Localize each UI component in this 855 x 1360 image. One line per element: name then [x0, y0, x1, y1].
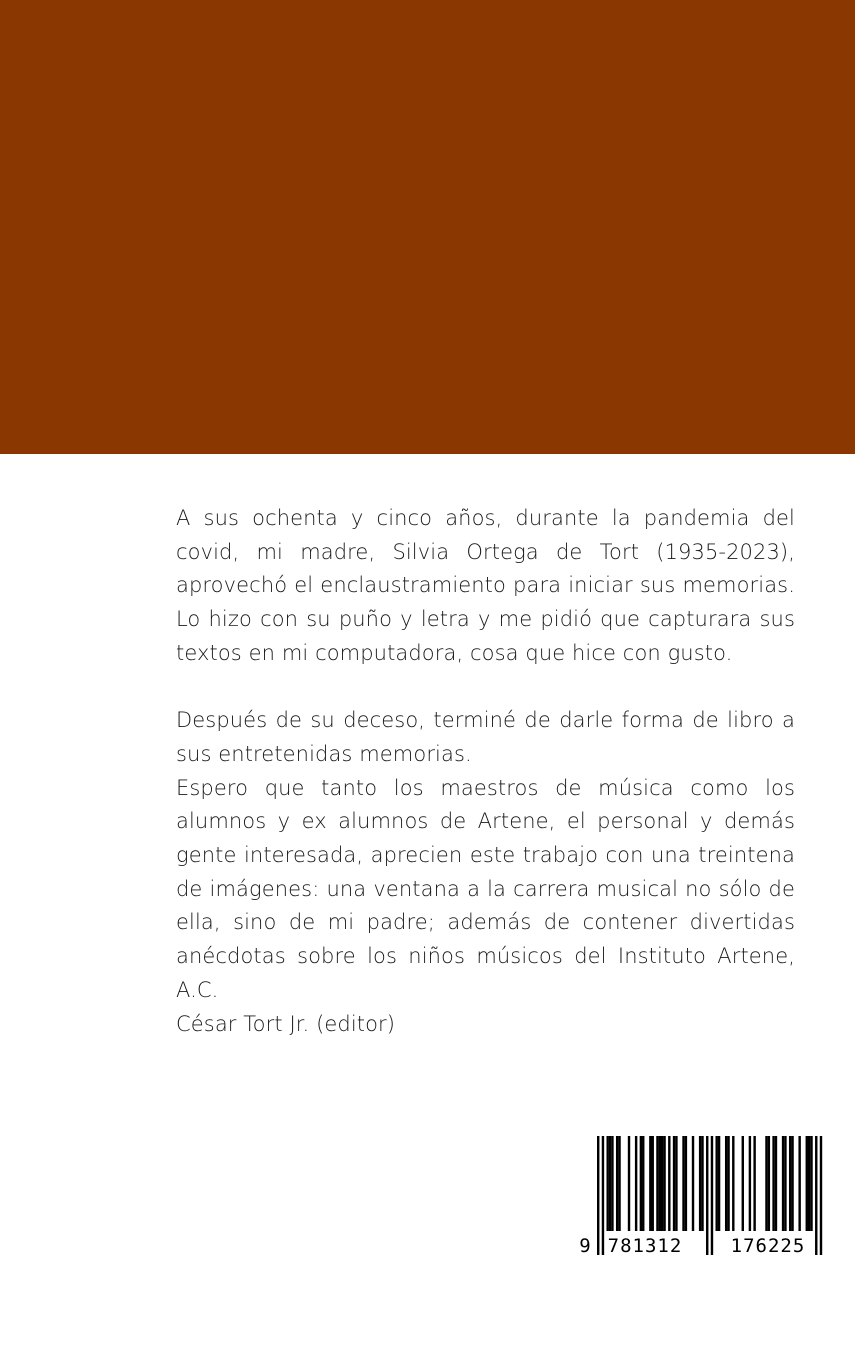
- barcode-bar: [659, 1136, 661, 1231]
- barcode-bar: [616, 1136, 618, 1231]
- barcode-bar: [661, 1136, 663, 1231]
- barcode-bar: [725, 1136, 727, 1231]
- barcode-bar: [701, 1136, 703, 1231]
- barcode-bar: [727, 1136, 729, 1231]
- paragraph-espero: Espero que tanto los maestros de música como los alumnos y ex alumnos de Artene, el personal y demás gente interesada, aprecien este trabajo con una treintena de imágenes: una ventana a la carrera musical no sólo de ella, sino de mi padre; además de contener divertidas anécdotas sobre los niños músicos del Instituto Artene, A.C.: [176, 775, 795, 1002]
- barcode-bar: [765, 1136, 767, 1231]
- barcode-bar: [675, 1136, 677, 1231]
- paragraph-intro: A sus ochenta y cinco años, durante la pandemia del covid, mi madre, Silvia Ortega de Tort (1935-2023), aprovechó el enclaustramiento para iniciar sus memorias. Lo hizo con su puño y letra y me pidió que capturara sus textos en mi computadora, cosa que hice con gusto.: [176, 506, 795, 665]
- barcode-bar: [668, 1136, 670, 1231]
- barcode-bar: [798, 1136, 800, 1231]
- barcode-bar: [611, 1136, 613, 1231]
- barcode-bar: [652, 1136, 654, 1231]
- barcode-bar: [716, 1136, 718, 1231]
- barcode-bar: [640, 1136, 642, 1231]
- barcode-guard-bar: [711, 1136, 713, 1255]
- barcode-bar: [692, 1136, 694, 1231]
- barcode-bar: [663, 1136, 665, 1231]
- cover-color-band: [0, 0, 855, 454]
- barcode-bar: [656, 1136, 658, 1231]
- barcode-first-digit: 9: [579, 1235, 591, 1257]
- barcode-bar: [606, 1136, 608, 1231]
- barcode-bar: [635, 1136, 637, 1231]
- barcode-bar: [808, 1136, 810, 1231]
- barcode-guard-bar: [815, 1136, 817, 1255]
- back-cover-text: [176, 502, 795, 1041]
- barcode-bar: [673, 1136, 675, 1231]
- barcode-bar: [782, 1136, 784, 1231]
- barcode-guard-bar: [597, 1136, 599, 1255]
- barcode-bar: [753, 1136, 755, 1231]
- isbn-barcode: [574, 1134, 834, 1259]
- barcode-guard-bar: [820, 1136, 822, 1255]
- paragraph-spacer: [176, 671, 795, 705]
- barcode-bar: [685, 1136, 687, 1231]
- barcode-bar: [806, 1136, 808, 1231]
- barcode-bar: [791, 1136, 793, 1231]
- barcode-bar: [772, 1136, 774, 1231]
- paragraph-deceso: Después de su deceso, terminé de darle forma de libro a sus entretenidas memorias.: [176, 708, 795, 766]
- barcode-right-digits: 176225: [730, 1235, 806, 1257]
- barcode-bar: [810, 1136, 812, 1231]
- barcode-bar: [784, 1136, 786, 1231]
- barcode-bar: [718, 1136, 720, 1231]
- barcode-left-digits: 781312: [607, 1235, 683, 1257]
- barcode-bar: [768, 1136, 770, 1231]
- barcode-bar: [642, 1136, 644, 1231]
- barcode-bar: [682, 1136, 684, 1231]
- barcode-bar: [789, 1136, 791, 1231]
- barcode-bar: [649, 1136, 651, 1231]
- barcode-guard-bar: [602, 1136, 604, 1255]
- barcode-guard-bar: [706, 1136, 708, 1255]
- editor-signature: César Tort Jr. (editor): [176, 1011, 396, 1036]
- barcode-bar: [775, 1136, 777, 1231]
- barcode-bar: [618, 1136, 620, 1231]
- barcode-bar: [628, 1136, 630, 1231]
- barcode-bar: [699, 1136, 701, 1231]
- barcode-bar: [742, 1136, 744, 1231]
- barcode-bar: [732, 1136, 734, 1231]
- barcode-bar: [749, 1136, 751, 1231]
- barcode-bar: [609, 1136, 611, 1231]
